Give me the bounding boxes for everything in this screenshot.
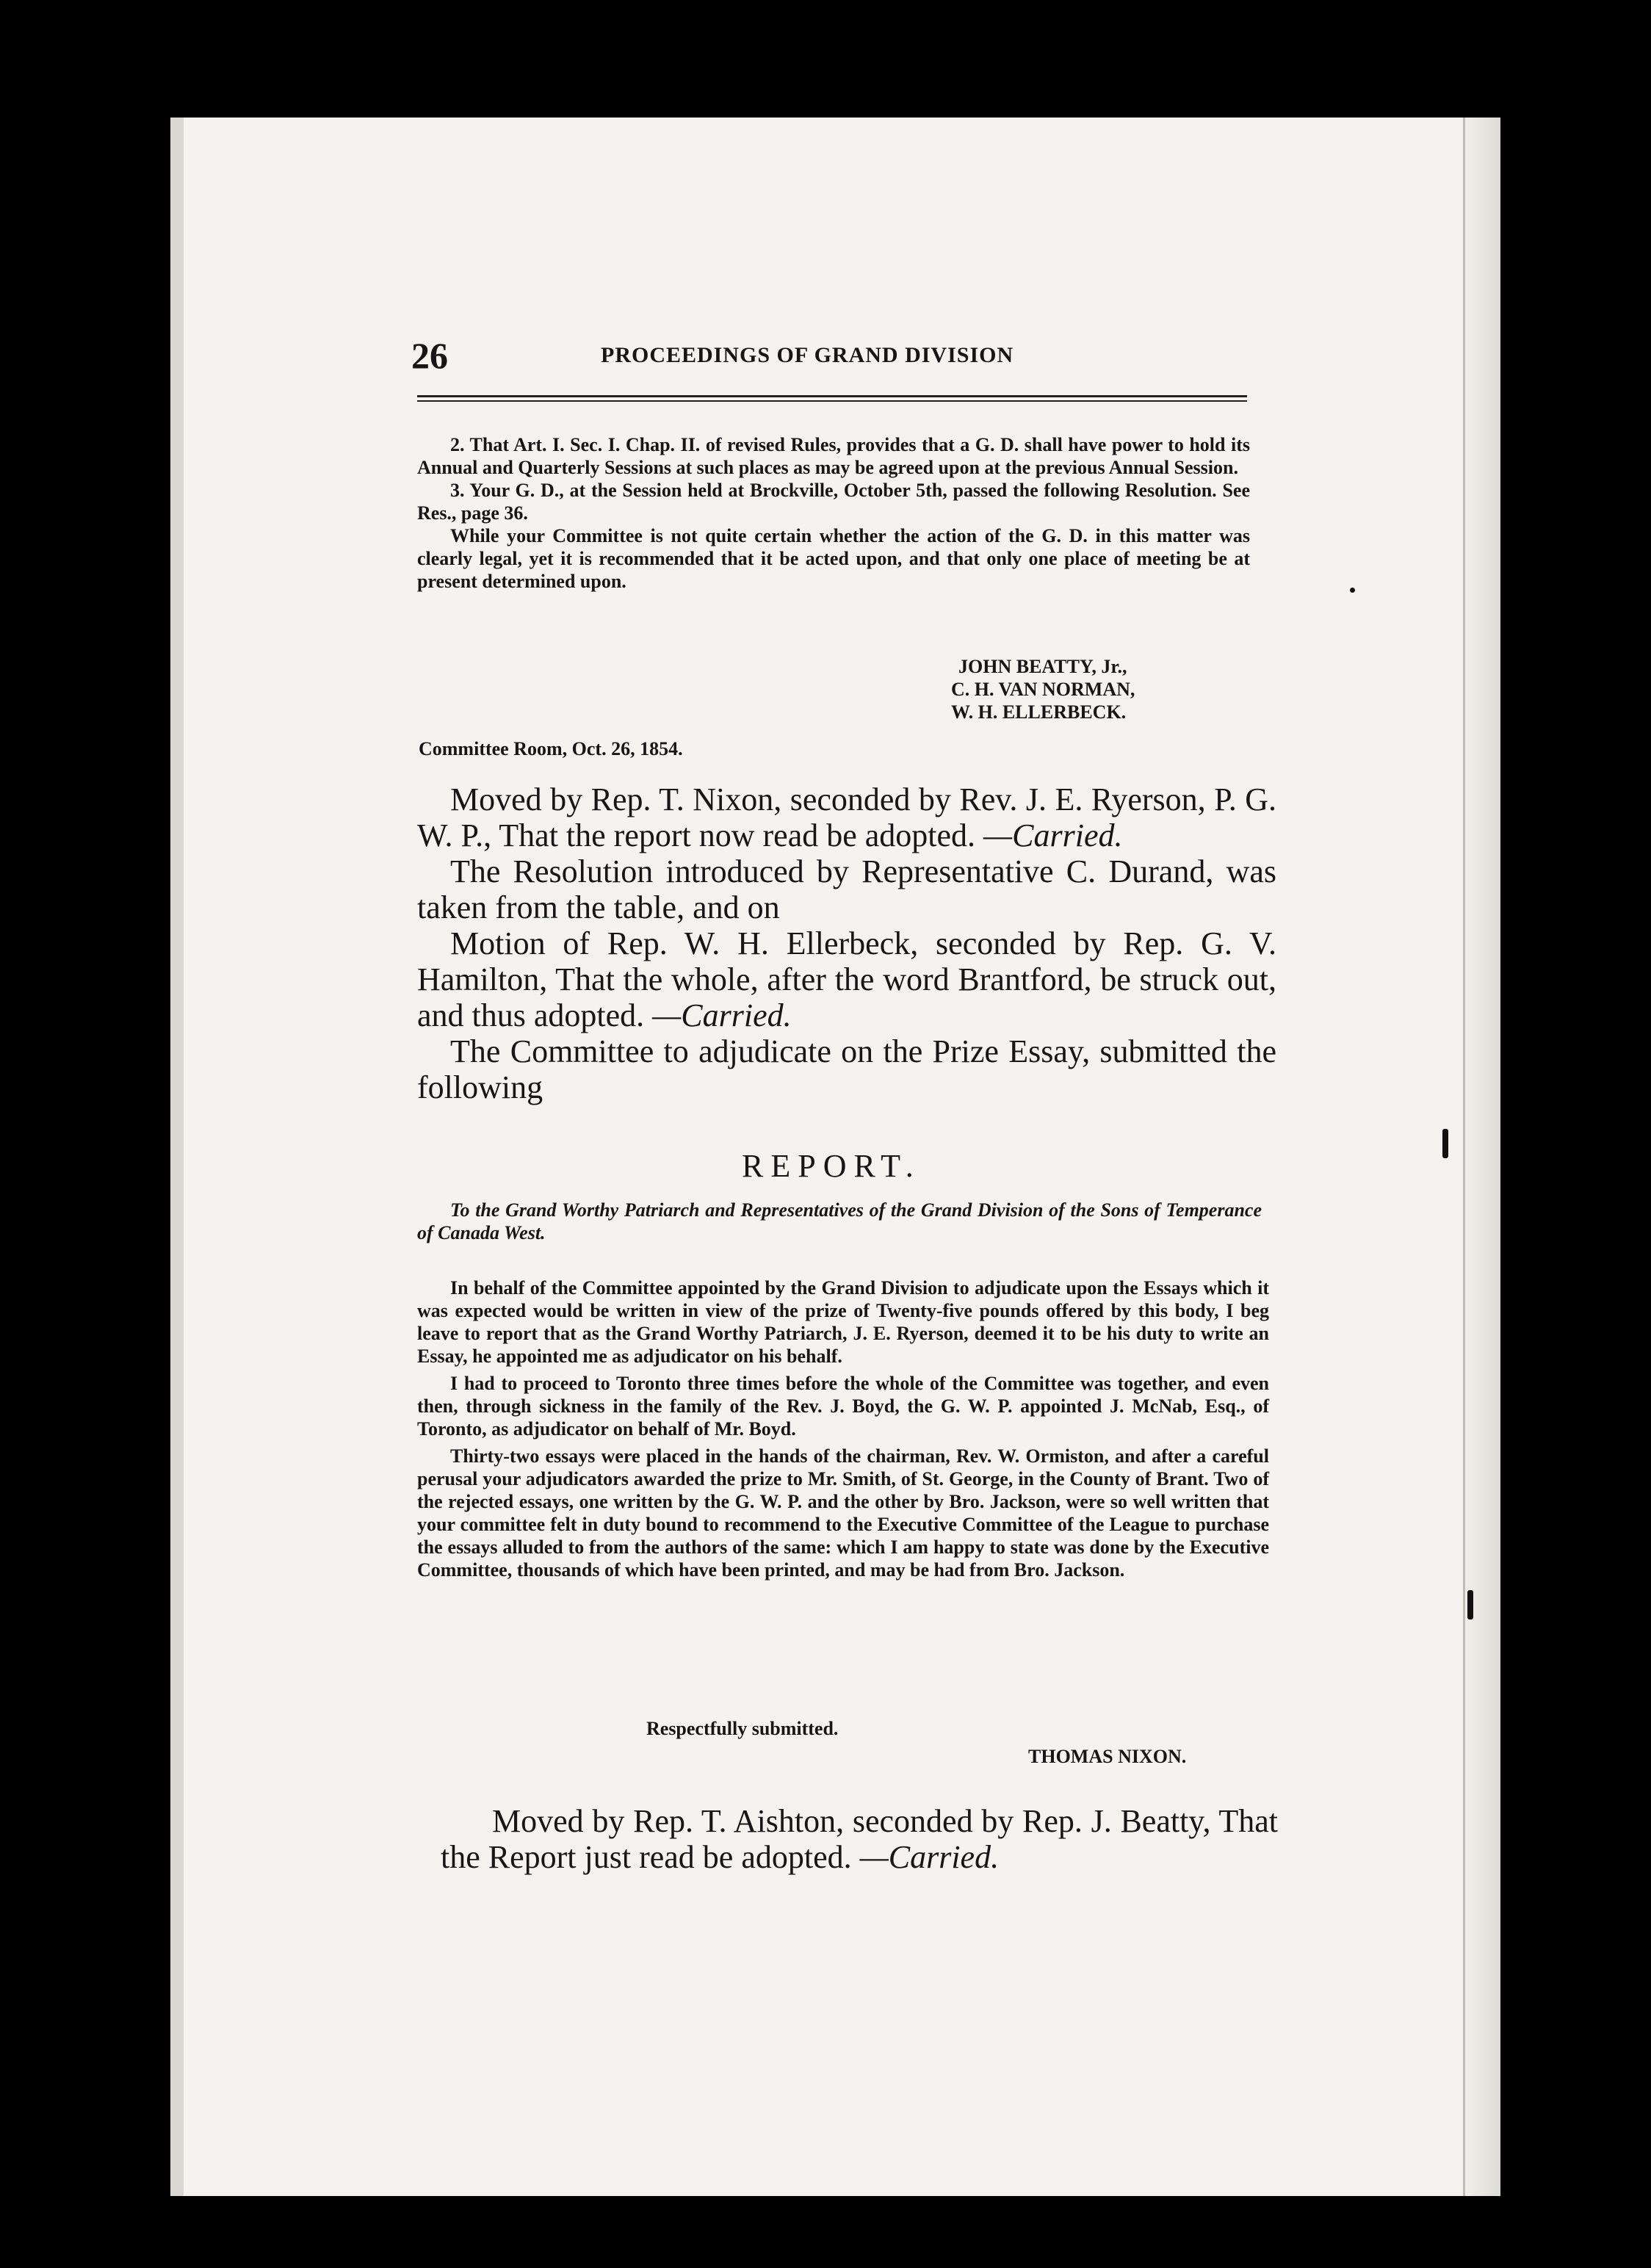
address-text: To the Grand Worthy Patriarch and Representatives of the Grand Division of the Sons of Temperance of Canada West. <box>417 1199 1262 1243</box>
page-speck <box>1467 1590 1473 1619</box>
report-body <box>417 1276 1269 1581</box>
item-3: 3. Your G. D., at the Session held at Brockville, October 5th, passed the following Resolution. See Res., page 36. <box>417 480 1250 524</box>
motion-3 <box>417 925 1276 1033</box>
page-number: 26 <box>411 335 448 376</box>
report-title: REPORT. <box>742 1148 921 1184</box>
report-signature: THOMAS NIXON. <box>1028 1746 1187 1767</box>
report-paragraph-2: I had to proceed to Toronto three times before the whole of the Committee was together, and even then, through sickness in the family of the Rev. J. Boyd, the G. W. P. appointed J. McNab, Esq., of Toronto, as adjudicator on behalf of Mr. Boyd. <box>417 1373 1269 1440</box>
motion-3-text: Motion of Rep. W. H. Ellerbeck, seconded by Rep. G. V. Hamilton, That the whole, after the word Brantford, be struck out, and thus adopted. <box>417 925 1276 1033</box>
signatories <box>951 655 1260 723</box>
signatory: C. H. VAN NORMAN, <box>951 679 1135 700</box>
header-rule <box>417 395 1247 397</box>
running-head <box>411 334 1469 400</box>
motion-3-result: —Carried. <box>652 997 792 1033</box>
motion-1 <box>417 781 1276 853</box>
page-speck <box>1350 588 1355 593</box>
motion-1-text: Moved by Rep. T. Nixon, seconded by Rev. J. E. Ryerson, P. G. W. P., That the report now read be adopted. <box>417 781 1276 853</box>
signatory: W. H. ELLERBECK. <box>951 701 1127 723</box>
running-title: PROCEEDINGS OF GRAND DIVISION <box>601 343 1014 367</box>
report-paragraph-1: In behalf of the Committee appointed by the Grand Division to adjudicate upon the Essays which it was expected would be written in view of the prize of Twenty-five pounds offered by this body, I beg leave to report that as the Grand Worthy Patriarch, J. E. Ryerson, deemed it to be his duty to write an Essay, he appointed me as adjudicator on his behalf. <box>417 1277 1269 1367</box>
report-closing: Respectfully submitted. <box>646 1718 839 1739</box>
motion-4: The Committee to adjudicate on the Prize Essay, submitted the following <box>417 1033 1276 1105</box>
motion-1-result: —Carried. <box>983 817 1123 853</box>
item-2: 2. That Art. I. Sec. I. Chap. II. of revised Rules, provides that a G. D. shall have power to hold its Annual and Quarterly Sessions at such places as may be agreed upon at the previous Annual Session. <box>417 434 1250 478</box>
committee-dateline: Committee Room, Oct. 26, 1854. <box>419 738 683 759</box>
page-speck <box>1442 1129 1448 1158</box>
signatory: JOHN BEATTY, Jr., <box>958 656 1127 677</box>
final-motion-result: —Carried. <box>859 1839 1000 1875</box>
recommendation: While your Committee is not quite certain whether the action of the G. D. in this matter was clearly legal, yet it is recommended that it be acted upon, and that only one place of meeting be at present determined upon. <box>417 525 1250 592</box>
page-spine <box>1463 118 1500 2196</box>
committee-report-text <box>417 433 1250 593</box>
motions-text <box>417 781 1276 1105</box>
header-rule-double <box>417 400 1247 402</box>
report-paragraph-3: Thirty-two essays were placed in the hands of the chairman, Rev. W. Ormiston, and after a careful perusal your adjudicators awarded the prize to Mr. Smith, of St. George, in the County of Brant. Two of the rejected essays, one written by the G. W. P. and the other by Bro. Jackson, were so well written that your committee felt in duty bound to recommend to the Executive Committee of the League to purchase the essays alluded to from the authors of the same: which I am happy to state was done by the Executive Committee, thousands of which have been printed, and may be had from Bro. Jackson. <box>417 1445 1269 1581</box>
final-motion-paragraph <box>441 1803 1278 1875</box>
final-motion <box>441 1803 1278 1875</box>
report-address <box>417 1199 1262 1244</box>
motion-2: The Resolution introduced by Representative C. Durand, was taken from the table, and on <box>417 853 1276 925</box>
final-motion-text: Moved by Rep. T. Aishton, seconded by Rep. J. Beatty, That the Report just read be adopted. <box>441 1803 1278 1875</box>
